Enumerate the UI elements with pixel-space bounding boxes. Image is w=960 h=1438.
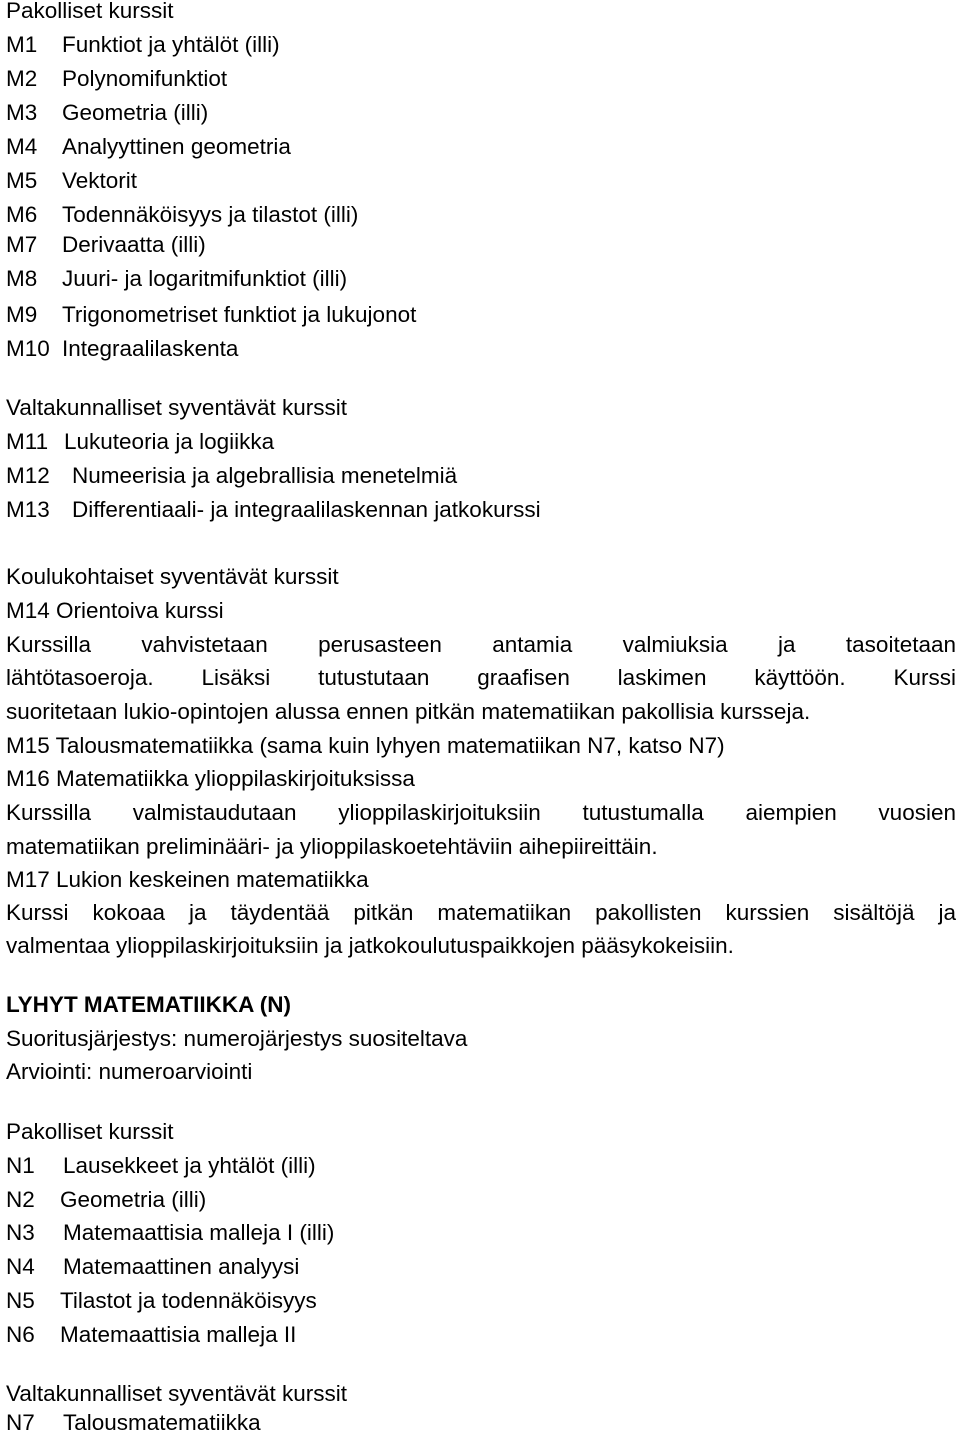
course-row (6, 334, 956, 364)
course-title: Lausekkeet ja yhtälöt (illi) (63, 1153, 316, 1178)
course-code: N2 (6, 1187, 35, 1212)
course-code: M2 (6, 66, 38, 91)
short-math-heading: LYHYT MATEMATIIKKA (N) (6, 992, 291, 1017)
course-row (6, 1252, 956, 1282)
course-m14-description-line: lähtötasoeroja. Lisäksi tutustutaan graafisen laskimen käyttöön. Kurssi (6, 665, 956, 690)
national-advanced-heading: Valtakunnalliset syventävät kurssit (6, 395, 347, 420)
course-title: Geometria (illi) (62, 100, 209, 125)
course-m14-description-line: suoritetaan lukio-opintojen alussa ennen pitkän matematiikan pakollisia kursseja. (6, 699, 811, 724)
course-title: Vektorit (62, 168, 138, 193)
course-title: Matemaattisia malleja II (60, 1322, 297, 1347)
course-title: Matemaattisia malleja I (illi) (63, 1220, 335, 1245)
course-m15-title: M15 Talousmatematiikka (sama kuin lyhyen matematiikan N7, katso N7) (6, 733, 725, 758)
course-title: Talousmatematiikka (63, 1410, 261, 1435)
course-title: Numeerisia ja algebrallisia menetelmiä (72, 463, 458, 488)
mandatory-courses-heading: Pakolliset kurssit (6, 1119, 174, 1144)
mandatory-courses-heading: Pakolliset kurssit (6, 0, 174, 23)
course-row (6, 495, 956, 525)
course-title: Tilastot ja todennäköisyys (60, 1288, 317, 1313)
course-code: M4 (6, 134, 38, 159)
course-row (6, 166, 956, 196)
course-m17-title: M17 Lukion keskeinen matematiikka (6, 867, 369, 892)
short-math-grading: Arviointi: numeroarviointi (6, 1059, 253, 1084)
course-code: M13 (6, 497, 50, 522)
course-code: N6 (6, 1322, 35, 1347)
course-row (6, 1218, 956, 1248)
course-code: M5 (6, 168, 38, 193)
course-row (6, 132, 956, 162)
course-row (6, 300, 956, 330)
national-advanced-heading: Valtakunnalliset syventävät kurssit (6, 1381, 347, 1406)
course-m17-description-line: valmentaa ylioppilaskirjoituksiin ja jatkokoulutuspaikkojen pääsykokeisiin. (6, 933, 734, 958)
course-m16-description-line: matematiikan preliminääri- ja ylioppilaskoetehtäviin aihepiireittäin. (6, 834, 658, 859)
course-row (6, 1320, 956, 1350)
course-row (6, 264, 956, 294)
course-code: M7 (6, 232, 38, 257)
course-title: Analyyttinen geometria (62, 134, 291, 159)
course-title: Integraalilaskenta (62, 336, 239, 361)
course-code: M1 (6, 32, 38, 57)
course-title: Differentiaali- ja integraalilaskennan jatkokurssi (72, 497, 541, 522)
course-row (6, 427, 956, 457)
course-row (6, 200, 956, 230)
course-m14-description-line: Kurssilla vahvistetaan perusasteen antamia valmiuksia ja tasoitetaan (6, 632, 956, 657)
course-row (6, 64, 956, 94)
course-code: M6 (6, 202, 38, 227)
course-title: Matemaattinen analyysi (63, 1254, 300, 1279)
short-math-order: Suoritusjärjestys: numerojärjestys suositeltava (6, 1026, 468, 1051)
course-row (6, 98, 956, 128)
course-row (6, 230, 956, 260)
course-row (6, 461, 956, 491)
course-code: M11 (6, 429, 49, 454)
school-advanced-heading: Koulukohtaiset syventävät kurssit (6, 564, 339, 589)
course-code: M8 (6, 266, 38, 291)
course-row (6, 1151, 956, 1181)
course-title: Trigonometriset funktiot ja lukujonot (62, 302, 417, 327)
course-m16-title: M16 Matematiikka ylioppilaskirjoituksissa (6, 766, 415, 791)
course-code: N1 (6, 1153, 35, 1178)
course-code: M12 (6, 463, 50, 488)
course-code: N4 (6, 1254, 35, 1279)
course-title: Todennäköisyys ja tilastot (illi) (62, 202, 359, 227)
course-code: N3 (6, 1220, 35, 1245)
course-code: M10 (6, 336, 50, 361)
course-title: Polynomifunktiot (62, 66, 228, 91)
course-code: N5 (6, 1288, 35, 1313)
course-title: Funktiot ja yhtälöt (illi) (62, 32, 280, 57)
course-m16-description-line: Kurssilla valmistaudutaan ylioppilaskirjoituksiin tutustumalla aiempien vuosien (6, 800, 956, 825)
course-m14-title: M14 Orientoiva kurssi (6, 598, 224, 623)
course-title: Geometria (illi) (60, 1187, 207, 1212)
course-m17-description-line: Kurssi kokoaa ja täydentää pitkän matematiikan pakollisten kurssien sisältöjä ja (6, 900, 956, 925)
course-title: Derivaatta (illi) (62, 232, 206, 257)
course-code: M9 (6, 302, 38, 327)
course-row (6, 1185, 956, 1215)
course-row (6, 30, 956, 60)
course-title: Lukuteoria ja logiikka (64, 429, 275, 454)
course-code: M3 (6, 100, 38, 125)
course-title: Juuri- ja logaritmifunktiot (illi) (62, 266, 348, 291)
course-row (6, 1408, 956, 1438)
course-code: N7 (6, 1410, 35, 1435)
course-row (6, 1286, 956, 1316)
